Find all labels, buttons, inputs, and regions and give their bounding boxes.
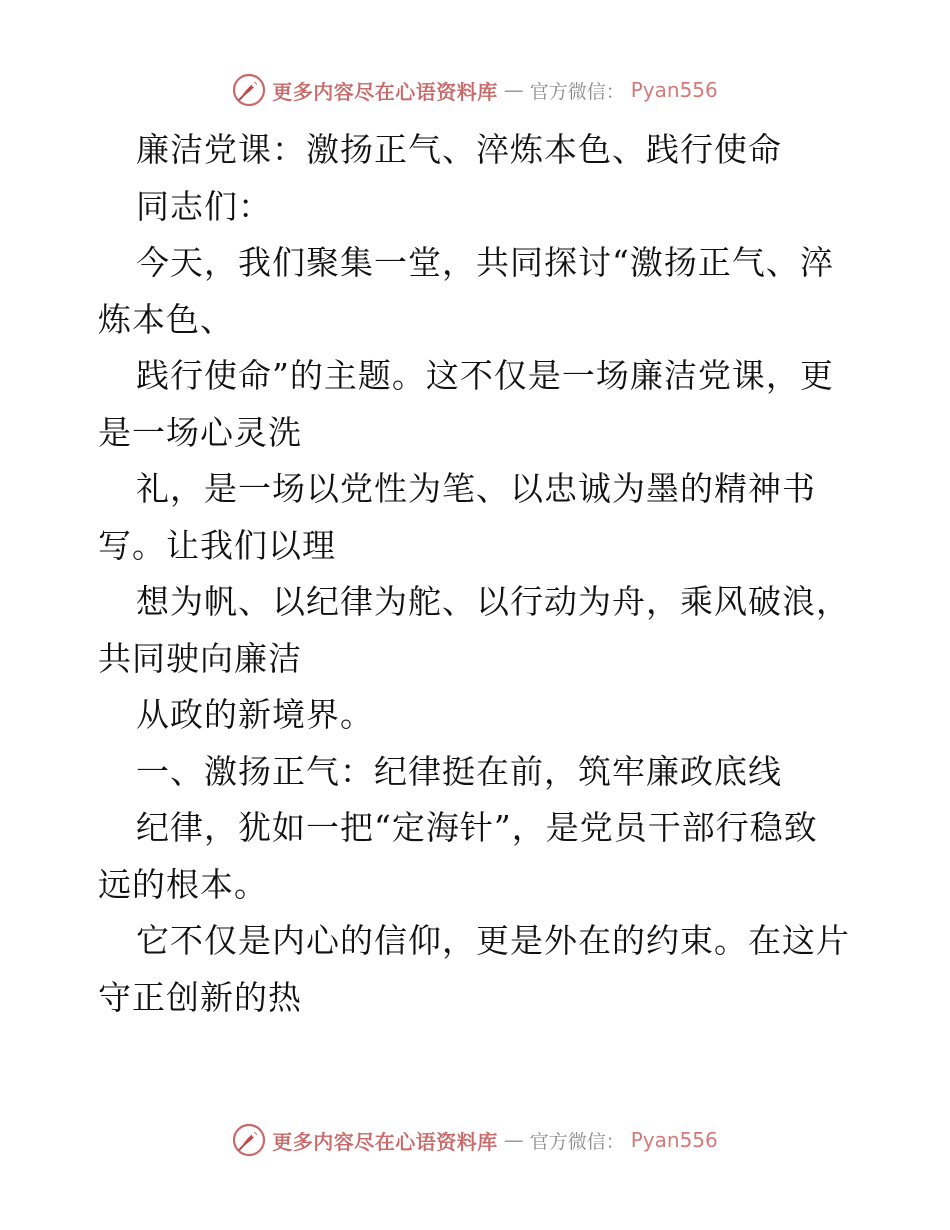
text-line: 从政的新境界。 bbox=[136, 695, 374, 734]
document-body bbox=[98, 122, 858, 1026]
pen-logo-icon bbox=[232, 73, 266, 107]
footer-banner bbox=[0, 1120, 950, 1160]
text-line: 想为帆、以纪律为舵、以行动为舟，乘风破浪， bbox=[136, 582, 850, 621]
text-line: 它不仅是内心的信仰，更是外在的约束。在这片 bbox=[136, 921, 850, 960]
text-line: 廉洁党课：激扬正气、淬炼本色、践行使命 bbox=[136, 130, 782, 169]
text-line: 共同驶向廉洁 bbox=[98, 638, 302, 678]
banner-title: 更多内容尽在心语资料库 bbox=[272, 79, 498, 104]
header-banner bbox=[0, 70, 950, 110]
text-line: 写。让我们以理 bbox=[98, 525, 336, 565]
banner-contact-label: 官方微信： bbox=[529, 80, 625, 103]
pen-logo-icon bbox=[232, 1123, 266, 1157]
text-line: 同志们： bbox=[136, 186, 272, 226]
text-line: 是一场心灵洗 bbox=[98, 412, 302, 452]
text-line: 一、激扬正气：纪律挺在前，筑牢廉政底线 bbox=[136, 751, 782, 791]
banner-separator: — bbox=[503, 78, 524, 102]
banner-contact-id: Pyan556 bbox=[630, 1128, 718, 1152]
banner-contact-id: Pyan556 bbox=[630, 78, 718, 102]
text-line: 今天，我们聚集一堂，共同探讨“激扬正气、淬 bbox=[136, 243, 834, 282]
text-line: 礼，是一场以党性为笔、以忠诚为墨的精神书 bbox=[136, 469, 816, 508]
text-line: 炼本色、 bbox=[98, 299, 234, 339]
banner-separator: — bbox=[503, 1128, 524, 1152]
text-line: 守正创新的热 bbox=[98, 977, 302, 1017]
banner-contact-label: 官方微信： bbox=[529, 1130, 625, 1153]
text-line: 远的根本。 bbox=[98, 864, 268, 904]
banner-title: 更多内容尽在心语资料库 bbox=[272, 1129, 498, 1154]
text-line: 践行使命”的主题。这不仅是一场廉洁党课，更 bbox=[136, 356, 834, 395]
text-line: 纪律，犹如一把“定海针”，是党员干部行稳致 bbox=[136, 808, 818, 847]
